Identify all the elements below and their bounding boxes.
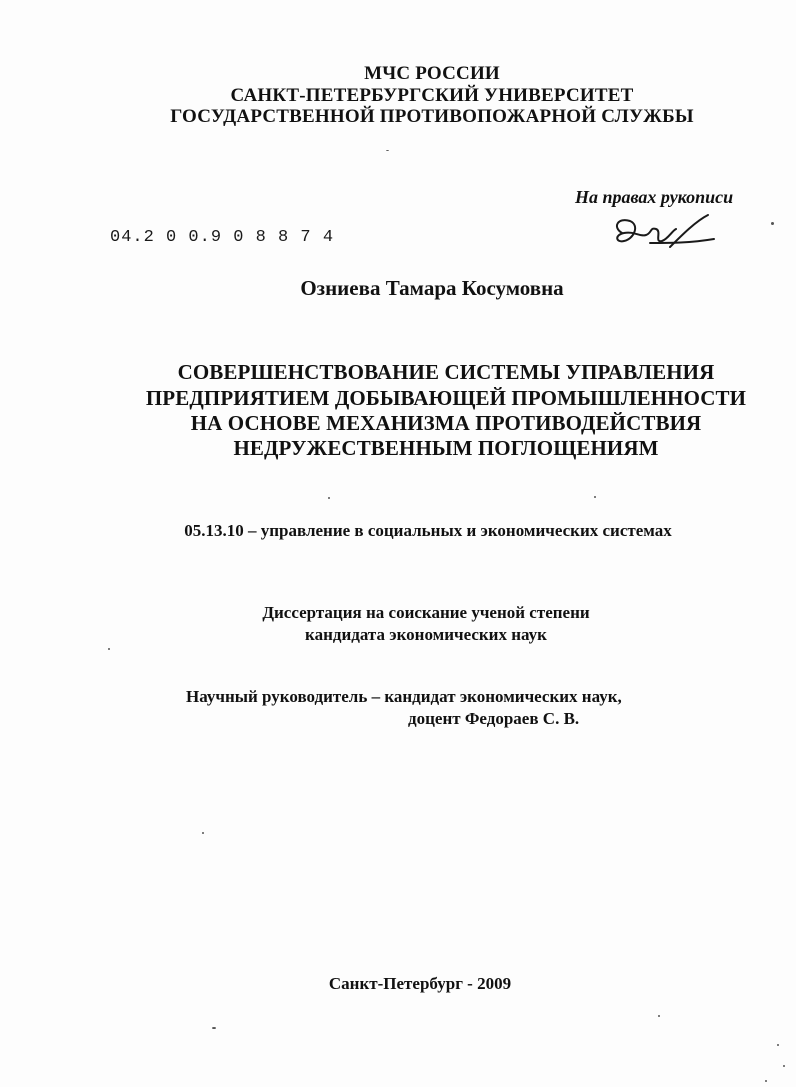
- scan-speck: [777, 1044, 779, 1046]
- scan-speck: [765, 1080, 767, 1082]
- title-line-4: НЕДРУЖЕСТВЕННЫМ ПОГЛОЩЕНИЯМ: [233, 436, 659, 460]
- org-line-3: ГОСУДАРСТВЕННОЙ ПРОТИВОПОЖАРНОЙ СЛУЖБЫ: [170, 106, 694, 127]
- scan-speck: [202, 832, 204, 834]
- scan-speck: [594, 496, 596, 498]
- author-name: Озниева Тамара Косумовна: [300, 276, 564, 300]
- scan-speck: [658, 1015, 660, 1017]
- registration-number: 04.2 0 0.9 0 8 8 7 4: [110, 228, 335, 247]
- scan-speck: [386, 150, 389, 151]
- manuscript-note: На правах рукописи: [575, 187, 734, 207]
- dissertation-line-1: Диссертация на соискание ученой степени: [262, 603, 590, 622]
- title-line-2: ПРЕДПРИЯТИЕМ ДОБЫВАЮЩЕЙ ПРОМЫШЛЕННОСТИ: [145, 386, 747, 410]
- signature-icon: [610, 213, 720, 255]
- supervisor-line-2: доцент Федораев С. В.: [408, 709, 580, 728]
- supervisor-line-1: Научный руководитель – кандидат экономических наук,: [186, 687, 622, 706]
- city-year: Санкт-Петербург - 2009: [328, 974, 512, 993]
- scan-speck: [783, 1065, 785, 1067]
- scan-speck: [328, 497, 330, 499]
- title-line-1: СОВЕРШЕНСТВОВАНИЕ СИСТЕМЫ УПРАВЛЕНИЯ: [177, 360, 715, 384]
- org-line-2: САНКТ-ПЕТЕРБУРГСКИЙ УНИВЕРСИТЕТ: [230, 85, 634, 106]
- scan-speck: [108, 648, 110, 650]
- title-line-3: НА ОСНОВЕ МЕХАНИЗМА ПРОТИВОДЕЙСТВИЯ: [190, 411, 702, 435]
- specialty: 05.13.10 – управление в социальных и экономических системах: [184, 521, 672, 540]
- dissertation-line-2: кандидата экономических наук: [305, 625, 547, 644]
- org-line-1: МЧС РОССИИ: [364, 63, 500, 84]
- scan-speck: [212, 1027, 216, 1029]
- scan-speck: [771, 222, 774, 225]
